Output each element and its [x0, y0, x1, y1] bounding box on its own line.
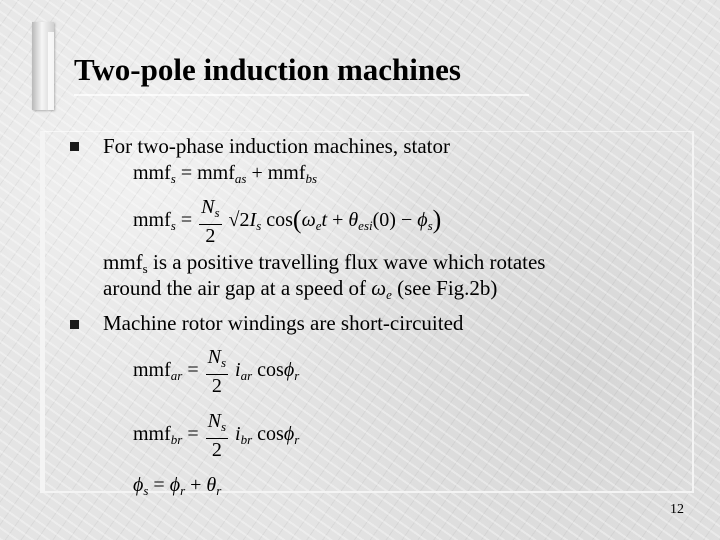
equation-stator-mmf-sum: [133, 162, 317, 187]
eq4-den: 2: [211, 439, 222, 461]
eq2-zero: (0): [372, 209, 396, 232]
eq1-lhs-sub: s: [170, 171, 176, 186]
para-omega: ω: [371, 276, 387, 300]
eq5-lhs-sub: s: [143, 483, 149, 498]
bullet-1-text: For two-phase induction machines, stator: [103, 134, 451, 158]
eq4-lhs: mmf: [133, 423, 171, 446]
slide-title: Two-pole induction machines: [74, 52, 461, 87]
decorative-side-bar-highlight: [48, 32, 54, 110]
eq5-term1-sub: r: [180, 483, 186, 498]
eq2-den: 2: [205, 225, 216, 247]
eq1-plus: +: [251, 162, 263, 184]
eq4-num-sub: s: [220, 419, 227, 434]
eq5-lhs: ϕ: [133, 474, 144, 496]
eq5-term2: θ: [206, 474, 217, 496]
eq2-plus: +: [332, 209, 344, 232]
para-line1-text: is a positive travelling flux wave which rotates: [147, 250, 546, 274]
eq1-term1: mmf: [197, 162, 235, 184]
bullet-2-text: Machine rotor windings are short-circuited: [103, 311, 464, 335]
eq2-omega-sub: e: [315, 218, 322, 234]
eq3-current: i: [235, 359, 241, 382]
eq2-num-sub: s: [214, 205, 220, 220]
bullet-square-icon: [70, 320, 79, 329]
eq2-phi-sub: s: [427, 218, 433, 234]
eq2-t: t: [321, 209, 328, 232]
eq3-current-sub: ar: [240, 368, 253, 384]
eq2-phi: ϕ: [417, 209, 428, 232]
eq4-phi: ϕ: [283, 423, 295, 446]
eq3-lhs: mmf: [133, 359, 171, 382]
eq2-theta-sub: esi: [358, 218, 373, 234]
equation-angle-relation: [133, 474, 221, 499]
slide-number: 12: [670, 502, 684, 517]
eq1-term1-sub: as: [234, 171, 247, 186]
eq2-equals: =: [180, 209, 193, 232]
eq3-phi-sub: r: [294, 368, 300, 384]
para-line2-suffix: (see Fig.2b): [391, 276, 498, 300]
eq3-den: 2: [211, 375, 222, 397]
eq4-cos: cos: [257, 423, 284, 446]
eq2-minus: −: [400, 209, 413, 232]
description-line-2: [103, 276, 497, 307]
eq2-num: N: [201, 196, 215, 218]
eq2-lhs: mmf: [133, 209, 171, 232]
eq4-lhs-sub: br: [170, 432, 183, 448]
eq5-plus: +: [190, 474, 202, 496]
eq2-current-sub: s: [256, 218, 262, 234]
eq5-equals: =: [153, 474, 165, 496]
eq2-lhs-sub: s: [170, 218, 176, 234]
eq3-equals: =: [187, 359, 199, 382]
eq3-lhs-sub: ar: [170, 368, 183, 384]
equation-rotor-mmf-b: [133, 410, 299, 461]
equation-rotor-mmf-a: [133, 346, 299, 397]
eq4-phi-sub: r: [294, 432, 300, 448]
eq2-cos: cos: [266, 209, 293, 232]
eq1-term2: mmf: [267, 162, 306, 184]
bullet-square-icon: [70, 142, 79, 151]
eq3-phi: ϕ: [283, 359, 295, 382]
title-underline: [74, 94, 529, 96]
eq4-fraction: [206, 410, 228, 461]
eq2-fraction: [199, 196, 221, 247]
para-line2-text: around the air gap at a speed of: [103, 276, 372, 300]
eq2-omega: ω: [301, 209, 316, 232]
para-mmf: mmf: [103, 250, 143, 274]
eq1-lhs: mmf: [133, 162, 171, 184]
eq3-cos: cos: [257, 359, 284, 382]
eq4-current-sub: br: [240, 432, 253, 448]
eq1-term2-sub: bs: [305, 171, 318, 186]
eq3-num: N: [207, 346, 221, 368]
eq4-current: i: [235, 423, 241, 446]
eq4-num: N: [207, 410, 221, 432]
equation-stator-mmf-wave: mmf$_s$ = $\frac{N_s}{2}$ $√2I_s$ $\cos(\omega_et + \theta_{esi}(0) - \phi_s)$: [133, 196, 442, 247]
eq5-term1: ϕ: [169, 474, 181, 496]
eq5-term2-sub: r: [216, 483, 222, 498]
para-mmf-sub: s: [142, 261, 148, 276]
eq4-equals: =: [187, 423, 199, 446]
eq2-current: I: [249, 209, 257, 232]
eq2-theta: θ: [348, 209, 359, 232]
eq3-num-sub: s: [220, 355, 227, 370]
eq3-fraction: [206, 346, 228, 397]
eq1-equals: =: [180, 162, 193, 184]
para-omega-sub: e: [386, 287, 392, 302]
eq2-sqrt: √2: [228, 209, 250, 232]
